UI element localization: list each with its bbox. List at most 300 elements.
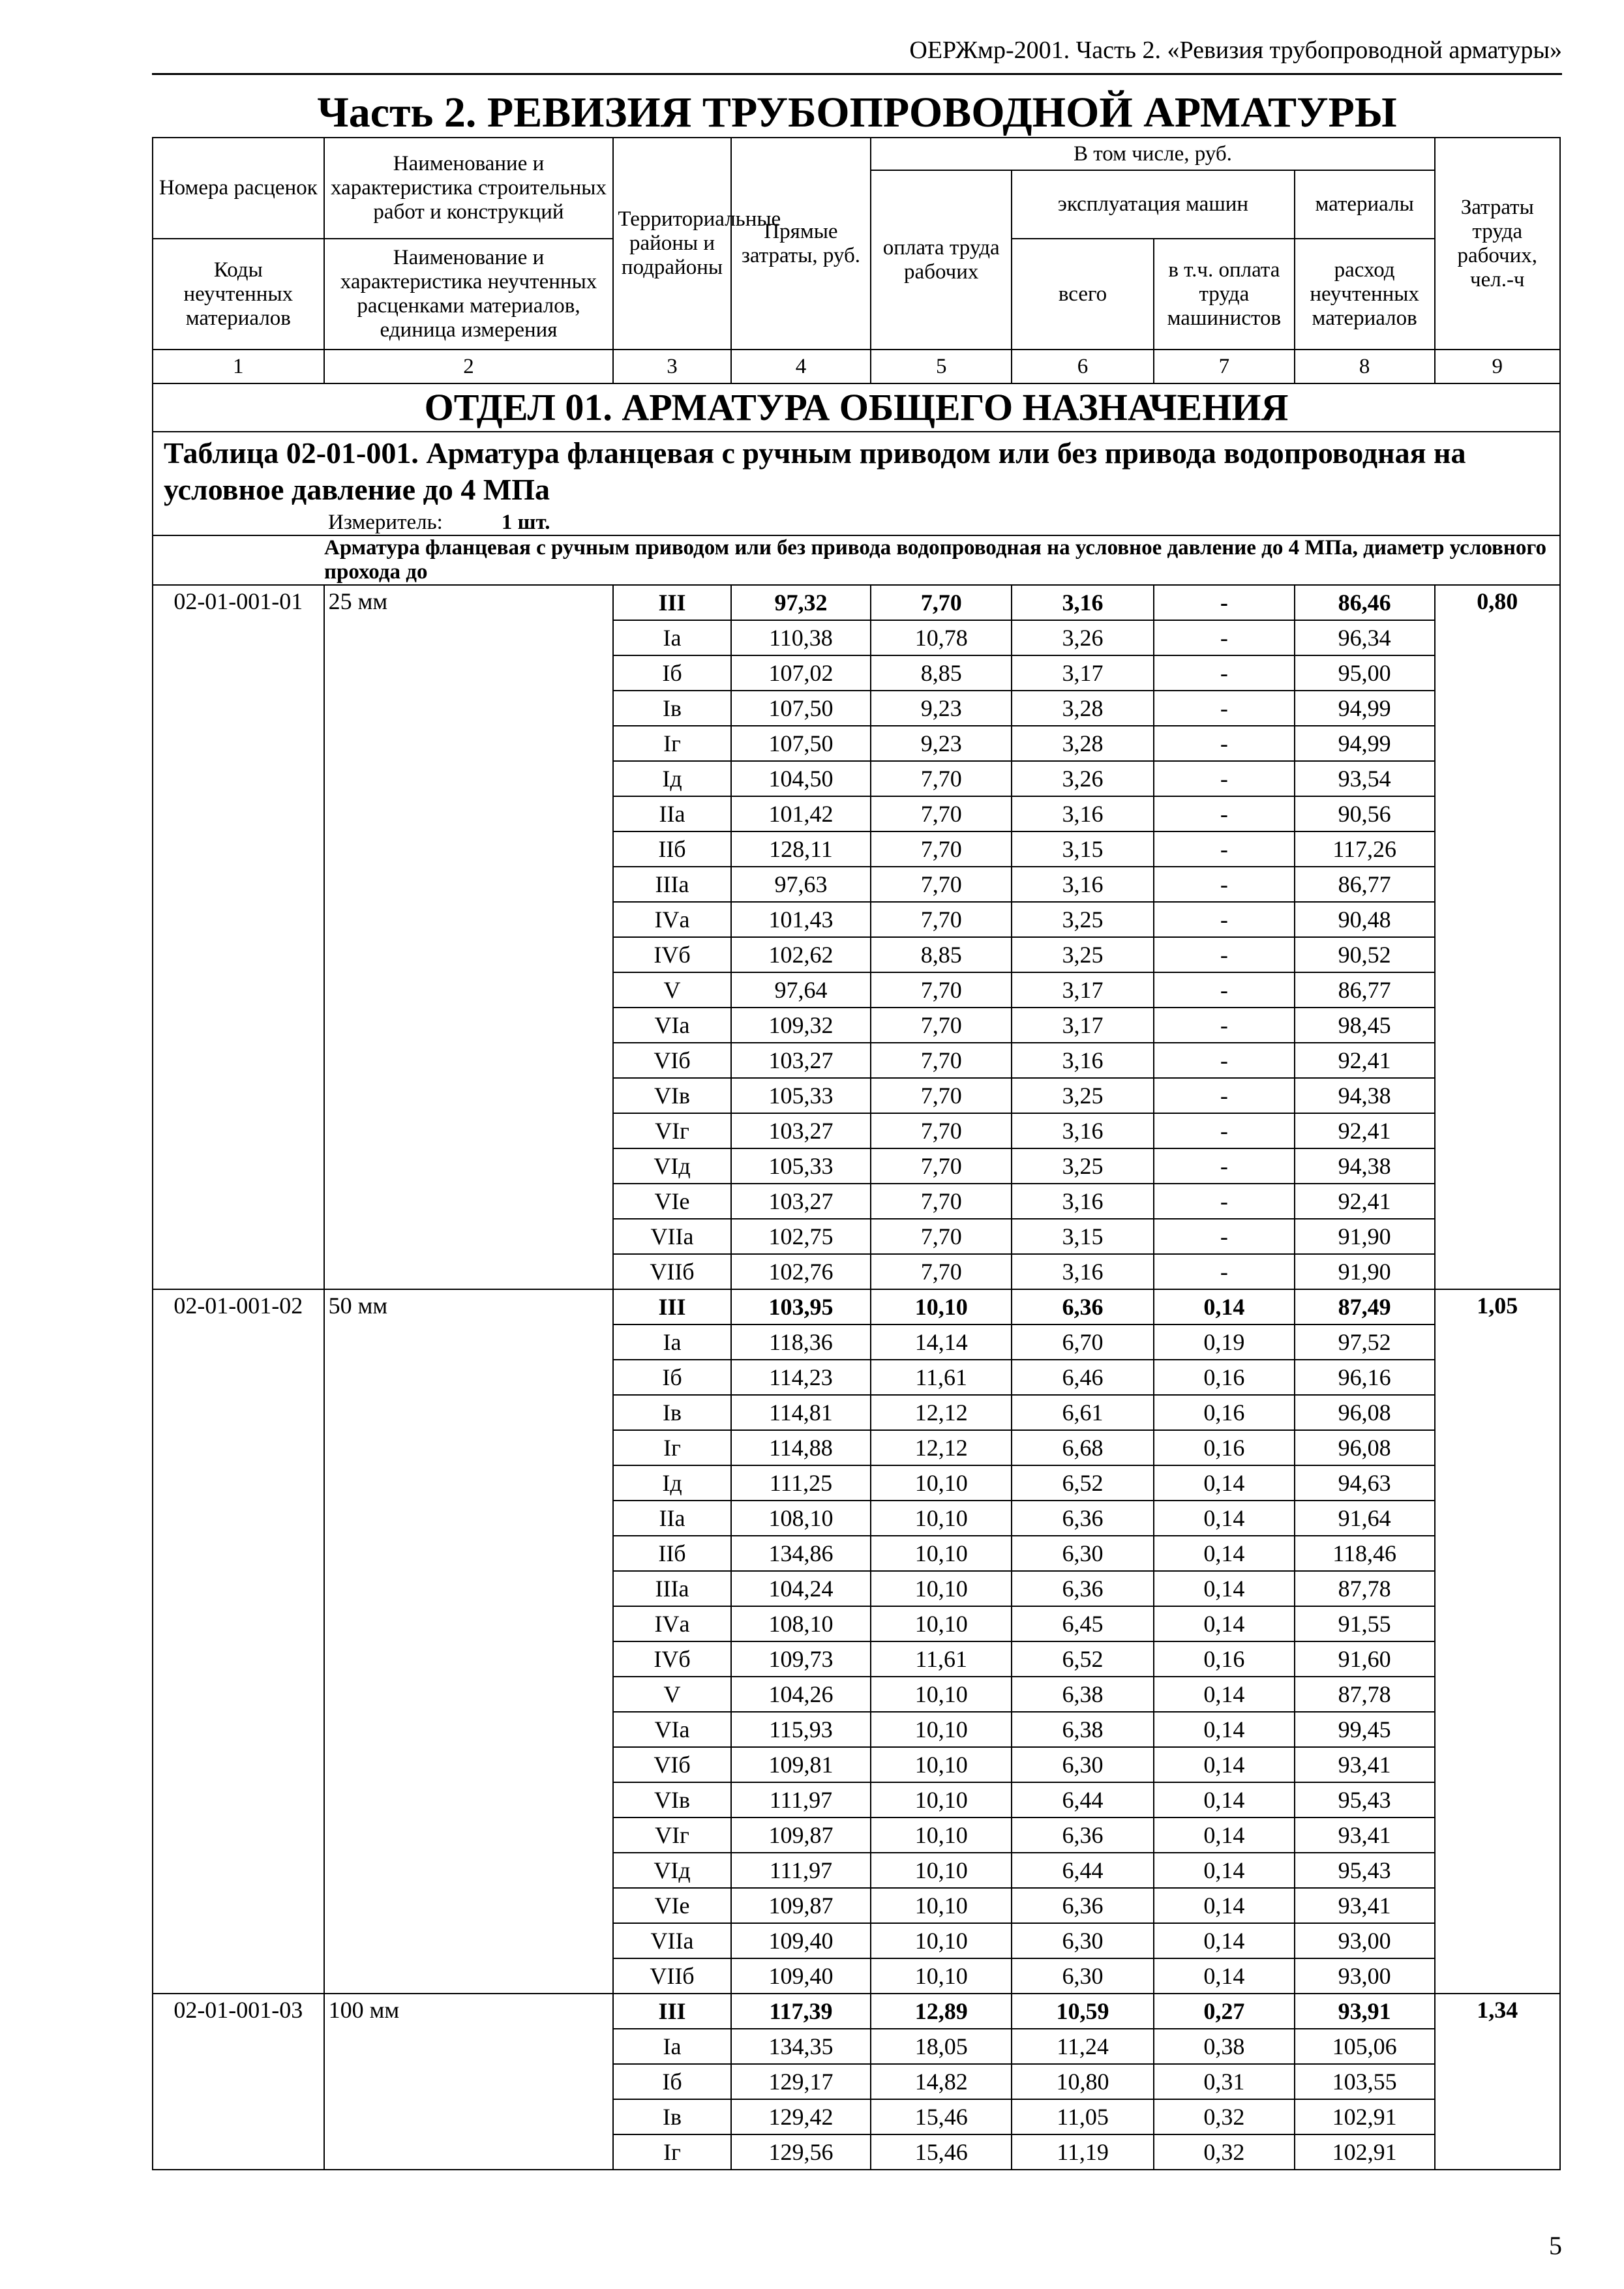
direct-costs-cell: 109,40: [731, 1923, 871, 1958]
territory-cell: VIд: [613, 1853, 730, 1888]
labor-cell: 1,34: [1435, 1994, 1560, 2170]
territory-cell: VIд: [613, 1148, 730, 1184]
direct-costs-cell: 101,43: [731, 902, 871, 937]
operator-pay-cell: 0,14: [1154, 1818, 1295, 1853]
operator-pay-cell: 0,32: [1154, 2134, 1295, 2170]
machines-total-cell: 6,46: [1012, 1360, 1154, 1395]
materials-cell: 93,91: [1295, 1994, 1435, 2029]
territory-cell: III: [613, 1289, 730, 1324]
price-table: [152, 137, 1561, 2170]
territory-cell: Iв: [613, 2099, 730, 2134]
materials-cell: 92,41: [1295, 1184, 1435, 1219]
operator-pay-cell: -: [1154, 1148, 1295, 1184]
territory-cell: Iб: [613, 655, 730, 691]
direct-costs-cell: 118,36: [731, 1324, 871, 1360]
rate-code: 02-01-001-01: [153, 585, 324, 1289]
materials-cell: 105,06: [1295, 2029, 1435, 2064]
materials-cell: 95,43: [1295, 1853, 1435, 1888]
machines-total-cell: 6,70: [1012, 1324, 1154, 1360]
department-heading: ОТДЕЛ 01. АРМАТУРА ОБЩЕГО НАЗНАЧЕНИЯ: [153, 383, 1560, 432]
territory-cell: V: [613, 1677, 730, 1712]
direct-costs-cell: 103,27: [731, 1113, 871, 1148]
direct-costs-cell: 115,93: [731, 1712, 871, 1747]
direct-costs-cell: 103,27: [731, 1184, 871, 1219]
worker-pay-cell: 10,10: [871, 1958, 1012, 1994]
column-number: 2: [324, 350, 614, 383]
worker-pay-cell: 7,70: [871, 1113, 1012, 1148]
machines-total-cell: 6,36: [1012, 1818, 1154, 1853]
worker-pay-cell: 7,70: [871, 761, 1012, 796]
worker-pay-cell: 9,23: [871, 726, 1012, 761]
machines-total-cell: 3,28: [1012, 726, 1154, 761]
direct-costs-cell: 129,17: [731, 2064, 871, 2099]
machines-total-cell: 3,15: [1012, 1219, 1154, 1254]
territory-cell: Iа: [613, 2029, 730, 2064]
materials-cell: 87,78: [1295, 1677, 1435, 1712]
machines-total-cell: 3,25: [1012, 1148, 1154, 1184]
worker-pay-cell: 14,14: [871, 1324, 1012, 1360]
direct-costs-cell: 134,86: [731, 1536, 871, 1571]
direct-costs-cell: 110,38: [731, 620, 871, 655]
worker-pay-cell: 7,70: [871, 1043, 1012, 1078]
territory-cell: V: [613, 972, 730, 1008]
territory-cell: IVб: [613, 1641, 730, 1677]
machines-total-cell: 6,52: [1012, 1465, 1154, 1501]
header-rate-numbers: Номера расценок: [153, 138, 324, 239]
direct-costs-cell: 108,10: [731, 1501, 871, 1536]
table-row: [153, 585, 1560, 620]
territory-cell: Iб: [613, 1360, 730, 1395]
header-including: В том числе, руб.: [871, 138, 1434, 170]
operator-pay-cell: 0,14: [1154, 1606, 1295, 1641]
measure-line: [328, 511, 1556, 535]
worker-pay-cell: 10,10: [871, 1888, 1012, 1923]
worker-pay-cell: 10,10: [871, 1571, 1012, 1606]
materials-cell: 86,77: [1295, 972, 1435, 1008]
machines-total-cell: 3,17: [1012, 1008, 1154, 1043]
machines-total-cell: 6,61: [1012, 1395, 1154, 1430]
territory-cell: VIе: [613, 1184, 730, 1219]
labor-cell: 1,05: [1435, 1289, 1560, 1994]
materials-cell: 90,56: [1295, 796, 1435, 831]
worker-pay-cell: 9,23: [871, 691, 1012, 726]
territory-cell: IIб: [613, 831, 730, 867]
machines-total-cell: 6,52: [1012, 1641, 1154, 1677]
direct-costs-cell: 105,33: [731, 1078, 871, 1113]
operator-pay-cell: -: [1154, 902, 1295, 937]
direct-costs-cell: 104,24: [731, 1571, 871, 1606]
operator-pay-cell: -: [1154, 1219, 1295, 1254]
materials-cell: 91,64: [1295, 1501, 1435, 1536]
machines-total-cell: 6,36: [1012, 1501, 1154, 1536]
header-rule: [152, 73, 1562, 75]
direct-costs-cell: 111,97: [731, 1853, 871, 1888]
header-territory: Территориальные районы и подрайоны: [613, 138, 730, 350]
operator-pay-cell: 0,14: [1154, 1888, 1295, 1923]
territory-cell: Iг: [613, 2134, 730, 2170]
territory-cell: Iд: [613, 1465, 730, 1501]
header-labor: Затраты труда рабочих, чел.-ч: [1435, 138, 1560, 350]
territory-cell: VIв: [613, 1078, 730, 1113]
operator-pay-cell: 0,14: [1154, 1712, 1295, 1747]
worker-pay-cell: 7,70: [871, 1254, 1012, 1289]
machines-total-cell: 3,17: [1012, 972, 1154, 1008]
operator-pay-cell: -: [1154, 867, 1295, 902]
worker-pay-cell: 10,10: [871, 1782, 1012, 1818]
materials-cell: 96,08: [1295, 1395, 1435, 1430]
direct-costs-cell: 101,42: [731, 796, 871, 831]
machines-total-cell: 6,36: [1012, 1289, 1154, 1324]
direct-costs-cell: 97,63: [731, 867, 871, 902]
operator-pay-cell: 0,16: [1154, 1360, 1295, 1395]
direct-costs-cell: 129,42: [731, 2099, 871, 2134]
territory-cell: VIг: [613, 1113, 730, 1148]
worker-pay-cell: 10,78: [871, 620, 1012, 655]
machines-total-cell: 3,16: [1012, 1043, 1154, 1078]
table-header: [153, 138, 1560, 585]
territory-cell: IIIа: [613, 867, 730, 902]
operator-pay-cell: -: [1154, 1184, 1295, 1219]
machines-total-cell: 11,05: [1012, 2099, 1154, 2134]
worker-pay-cell: 12,12: [871, 1430, 1012, 1465]
direct-costs-cell: 109,73: [731, 1641, 871, 1677]
materials-cell: 118,46: [1295, 1536, 1435, 1571]
operator-pay-cell: -: [1154, 972, 1295, 1008]
operator-pay-cell: 0,14: [1154, 1677, 1295, 1712]
worker-pay-cell: 10,10: [871, 1677, 1012, 1712]
direct-costs-cell: 114,23: [731, 1360, 871, 1395]
worker-pay-cell: 11,61: [871, 1641, 1012, 1677]
worker-pay-cell: 12,89: [871, 1994, 1012, 2029]
operator-pay-cell: 0,32: [1154, 2099, 1295, 2134]
materials-cell: 96,34: [1295, 620, 1435, 655]
rate-name: 100 мм: [324, 1994, 614, 2170]
territory-cell: VIб: [613, 1747, 730, 1782]
territory-cell: VIIб: [613, 1958, 730, 1994]
materials-cell: 93,41: [1295, 1888, 1435, 1923]
territory-cell: III: [613, 1994, 730, 2029]
direct-costs-cell: 103,27: [731, 1043, 871, 1078]
machines-total-cell: 11,19: [1012, 2134, 1154, 2170]
operator-pay-cell: -: [1154, 691, 1295, 726]
materials-cell: 93,41: [1295, 1747, 1435, 1782]
materials-cell: 86,77: [1295, 867, 1435, 902]
worker-pay-cell: 7,70: [871, 585, 1012, 620]
operator-pay-cell: 0,14: [1154, 1289, 1295, 1324]
machines-total-cell: 3,16: [1012, 867, 1154, 902]
materials-cell: 91,60: [1295, 1641, 1435, 1677]
machines-total-cell: 3,16: [1012, 796, 1154, 831]
direct-costs-cell: 111,25: [731, 1465, 871, 1501]
direct-costs-cell: 107,50: [731, 691, 871, 726]
worker-pay-cell: 10,10: [871, 1853, 1012, 1888]
worker-pay-cell: 15,46: [871, 2099, 1012, 2134]
machines-total-cell: 3,16: [1012, 1184, 1154, 1219]
territory-cell: IVа: [613, 902, 730, 937]
machines-total-cell: 3,25: [1012, 902, 1154, 937]
direct-costs-cell: 97,32: [731, 585, 871, 620]
operator-pay-cell: -: [1154, 761, 1295, 796]
direct-costs-cell: 102,62: [731, 937, 871, 972]
materials-cell: 93,54: [1295, 761, 1435, 796]
column-number: 1: [153, 350, 324, 383]
operator-pay-cell: 0,14: [1154, 1571, 1295, 1606]
operator-pay-cell: -: [1154, 726, 1295, 761]
machines-total-cell: 6,68: [1012, 1430, 1154, 1465]
materials-cell: 91,90: [1295, 1254, 1435, 1289]
territory-cell: Iа: [613, 1324, 730, 1360]
machines-total-cell: 3,25: [1012, 937, 1154, 972]
worker-pay-cell: 7,70: [871, 796, 1012, 831]
materials-cell: 102,91: [1295, 2099, 1435, 2134]
territory-cell: VIв: [613, 1782, 730, 1818]
rate-code: 02-01-001-02: [153, 1289, 324, 1994]
machines-total-cell: 6,45: [1012, 1606, 1154, 1641]
machines-total-cell: 3,16: [1012, 585, 1154, 620]
territory-cell: IIIа: [613, 1571, 730, 1606]
rate-name: 50 мм: [324, 1289, 614, 1994]
worker-pay-cell: 10,10: [871, 1289, 1012, 1324]
direct-costs-cell: 109,87: [731, 1888, 871, 1923]
operator-pay-cell: 0,16: [1154, 1395, 1295, 1430]
header-materials: материалы: [1295, 170, 1435, 239]
territory-cell: Iв: [613, 1395, 730, 1430]
worker-pay-cell: 10,10: [871, 1501, 1012, 1536]
table-title-cell: [153, 432, 1560, 535]
direct-costs-cell: 109,40: [731, 1958, 871, 1994]
document-title: Часть 2. РЕВИЗИЯ ТРУБОПРОВОДНОЙ АРМАТУРЫ: [317, 89, 1397, 136]
page-number: 5: [1549, 2231, 1562, 2260]
rate-code: 02-01-001-03: [153, 1994, 324, 2170]
table-body: [153, 585, 1560, 2170]
worker-pay-cell: 18,05: [871, 2029, 1012, 2064]
territory-cell: VIIб: [613, 1254, 730, 1289]
worker-pay-cell: 10,10: [871, 1606, 1012, 1641]
machines-total-cell: 6,38: [1012, 1677, 1154, 1712]
materials-cell: 94,99: [1295, 691, 1435, 726]
materials-cell: 87,78: [1295, 1571, 1435, 1606]
worker-pay-cell: 8,85: [871, 937, 1012, 972]
header-operator-pay: в т.ч. оплата труда машинистов: [1154, 239, 1295, 350]
territory-cell: VIа: [613, 1008, 730, 1043]
direct-costs-cell: 109,87: [731, 1818, 871, 1853]
operator-pay-cell: 0,14: [1154, 1958, 1295, 1994]
territory-cell: III: [613, 585, 730, 620]
materials-cell: 91,90: [1295, 1219, 1435, 1254]
column-number: 8: [1295, 350, 1435, 383]
measure-value: 1 шт.: [501, 511, 550, 534]
worker-pay-cell: 8,85: [871, 655, 1012, 691]
machines-total-cell: 6,30: [1012, 1747, 1154, 1782]
materials-cell: 93,41: [1295, 1818, 1435, 1853]
operator-pay-cell: 0,14: [1154, 1853, 1295, 1888]
machines-total-cell: 10,80: [1012, 2064, 1154, 2099]
machines-total-cell: 6,36: [1012, 1571, 1154, 1606]
materials-cell: 91,55: [1295, 1606, 1435, 1641]
direct-costs-cell: 114,88: [731, 1430, 871, 1465]
rate-name: 25 мм: [324, 585, 614, 1289]
territory-cell: IIб: [613, 1536, 730, 1571]
worker-pay-cell: 7,70: [871, 1184, 1012, 1219]
territory-cell: VIе: [613, 1888, 730, 1923]
direct-costs-cell: 102,75: [731, 1219, 871, 1254]
header-material-codes: Коды неучтенных материалов: [153, 239, 324, 350]
materials-cell: 94,63: [1295, 1465, 1435, 1501]
operator-pay-cell: -: [1154, 585, 1295, 620]
operator-pay-cell: -: [1154, 1254, 1295, 1289]
operator-pay-cell: -: [1154, 620, 1295, 655]
operator-pay-cell: 0,14: [1154, 1747, 1295, 1782]
operator-pay-cell: 0,31: [1154, 2064, 1295, 2099]
operator-pay-cell: -: [1154, 1078, 1295, 1113]
worker-pay-cell: 10,10: [871, 1818, 1012, 1853]
materials-cell: 93,00: [1295, 1958, 1435, 1994]
operator-pay-cell: -: [1154, 937, 1295, 972]
worker-pay-cell: 7,70: [871, 1219, 1012, 1254]
column-number: 9: [1435, 350, 1560, 383]
worker-pay-cell: 14,82: [871, 2064, 1012, 2099]
operator-pay-cell: 0,14: [1154, 1923, 1295, 1958]
header-material-names: Наименование и характеристика неучтенных расценками материалов, единица измерения: [324, 239, 614, 350]
table-row: [153, 1289, 1560, 1324]
materials-cell: 87,49: [1295, 1289, 1435, 1324]
operator-pay-cell: 0,14: [1154, 1501, 1295, 1536]
direct-costs-cell: 107,02: [731, 655, 871, 691]
materials-cell: 95,00: [1295, 655, 1435, 691]
worker-pay-cell: 7,70: [871, 1148, 1012, 1184]
operator-pay-cell: -: [1154, 831, 1295, 867]
materials-cell: 90,52: [1295, 937, 1435, 972]
worker-pay-cell: 10,10: [871, 1465, 1012, 1501]
operator-pay-cell: 0,27: [1154, 1994, 1295, 2029]
territory-cell: Iг: [613, 726, 730, 761]
measure-label: Измеритель:: [328, 511, 443, 534]
materials-cell: 103,55: [1295, 2064, 1435, 2099]
table-title: Таблица 02-01-001. Арматура фланцевая с ручным приводом или без привода водопроводная на условное давление до 4 МПа: [164, 436, 1466, 506]
materials-cell: 98,45: [1295, 1008, 1435, 1043]
machines-total-cell: 10,59: [1012, 1994, 1154, 2029]
worker-pay-cell: 7,70: [871, 972, 1012, 1008]
machines-total-cell: 6,36: [1012, 1888, 1154, 1923]
territory-cell: IVа: [613, 1606, 730, 1641]
machines-total-cell: 3,25: [1012, 1078, 1154, 1113]
machines-total-cell: 6,30: [1012, 1958, 1154, 1994]
materials-cell: 97,52: [1295, 1324, 1435, 1360]
column-numbers-row: [153, 350, 1560, 383]
territory-cell: Iг: [613, 1430, 730, 1465]
direct-costs-cell: 97,64: [731, 972, 871, 1008]
header-material-usage: расход неучтенных материалов: [1295, 239, 1435, 350]
worker-pay-cell: 7,70: [871, 1008, 1012, 1043]
machines-total-cell: 3,16: [1012, 1113, 1154, 1148]
machines-total-cell: 6,38: [1012, 1712, 1154, 1747]
column-number: 3: [613, 350, 730, 383]
worker-pay-cell: 7,70: [871, 1078, 1012, 1113]
operator-pay-cell: 0,14: [1154, 1465, 1295, 1501]
operator-pay-cell: -: [1154, 1113, 1295, 1148]
column-number: 5: [871, 350, 1012, 383]
machines-total-cell: 6,44: [1012, 1782, 1154, 1818]
worker-pay-cell: 10,10: [871, 1536, 1012, 1571]
direct-costs-cell: 134,35: [731, 2029, 871, 2064]
direct-costs-cell: 111,97: [731, 1782, 871, 1818]
direct-costs-cell: 114,81: [731, 1395, 871, 1430]
territory-cell: IIа: [613, 1501, 730, 1536]
operator-pay-cell: -: [1154, 1043, 1295, 1078]
territory-cell: Iд: [613, 761, 730, 796]
direct-costs-cell: 105,33: [731, 1148, 871, 1184]
column-number: 6: [1012, 350, 1154, 383]
direct-costs-cell: 102,76: [731, 1254, 871, 1289]
territory-cell: VIа: [613, 1712, 730, 1747]
operator-pay-cell: 0,16: [1154, 1641, 1295, 1677]
operator-pay-cell: -: [1154, 796, 1295, 831]
worker-pay-cell: 15,46: [871, 2134, 1012, 2170]
direct-costs-cell: 117,39: [731, 1994, 871, 2029]
operator-pay-cell: 0,16: [1154, 1430, 1295, 1465]
labor-cell: 0,80: [1435, 585, 1560, 1289]
worker-pay-cell: 12,12: [871, 1395, 1012, 1430]
materials-cell: 96,16: [1295, 1360, 1435, 1395]
machines-total-cell: 3,26: [1012, 620, 1154, 655]
materials-cell: 86,46: [1295, 585, 1435, 620]
header-direct-costs: Прямые затраты, руб.: [731, 138, 871, 350]
machines-total-cell: 11,24: [1012, 2029, 1154, 2064]
operator-pay-cell: 0,14: [1154, 1782, 1295, 1818]
materials-cell: 96,08: [1295, 1430, 1435, 1465]
machines-total-cell: 3,28: [1012, 691, 1154, 726]
territory-cell: VIб: [613, 1043, 730, 1078]
materials-cell: 95,43: [1295, 1782, 1435, 1818]
machines-total-cell: 3,17: [1012, 655, 1154, 691]
direct-costs-cell: 109,32: [731, 1008, 871, 1043]
operator-pay-cell: -: [1154, 1008, 1295, 1043]
operator-pay-cell: -: [1154, 655, 1295, 691]
machines-total-cell: 3,26: [1012, 761, 1154, 796]
materials-cell: 99,45: [1295, 1712, 1435, 1747]
territory-cell: Iб: [613, 2064, 730, 2099]
direct-costs-cell: 108,10: [731, 1606, 871, 1641]
territory-cell: VIг: [613, 1818, 730, 1853]
worker-pay-cell: 7,70: [871, 831, 1012, 867]
running-head: ОЕРЖмр-2001. Часть 2. «Ревизия трубопроводной арматуры»: [909, 37, 1562, 64]
direct-costs-cell: 109,81: [731, 1747, 871, 1782]
territory-cell: VIIа: [613, 1923, 730, 1958]
worker-pay-cell: 10,10: [871, 1923, 1012, 1958]
machines-total-cell: 6,44: [1012, 1853, 1154, 1888]
direct-costs-cell: 104,50: [731, 761, 871, 796]
territory-cell: IIа: [613, 796, 730, 831]
worker-pay-cell: 7,70: [871, 867, 1012, 902]
materials-cell: 94,99: [1295, 726, 1435, 761]
direct-costs-cell: 107,50: [731, 726, 871, 761]
machines-total-cell: 3,15: [1012, 831, 1154, 867]
operator-pay-cell: 0,38: [1154, 2029, 1295, 2064]
materials-cell: 93,00: [1295, 1923, 1435, 1958]
worker-pay-cell: 7,70: [871, 902, 1012, 937]
column-number: 4: [731, 350, 871, 383]
materials-cell: 102,91: [1295, 2134, 1435, 2170]
territory-cell: Iа: [613, 620, 730, 655]
operator-pay-cell: 0,14: [1154, 1536, 1295, 1571]
machines-total-cell: 3,16: [1012, 1254, 1154, 1289]
table-row: [153, 1994, 1560, 2029]
column-number: 7: [1154, 350, 1295, 383]
materials-cell: 92,41: [1295, 1113, 1435, 1148]
territory-cell: VIIа: [613, 1219, 730, 1254]
work-group-description: Арматура фланцевая с ручным приводом или без привода водопроводная на условное давление до 4 МПа, диаметр условного прохода до: [153, 535, 1560, 585]
worker-pay-cell: 10,10: [871, 1712, 1012, 1747]
